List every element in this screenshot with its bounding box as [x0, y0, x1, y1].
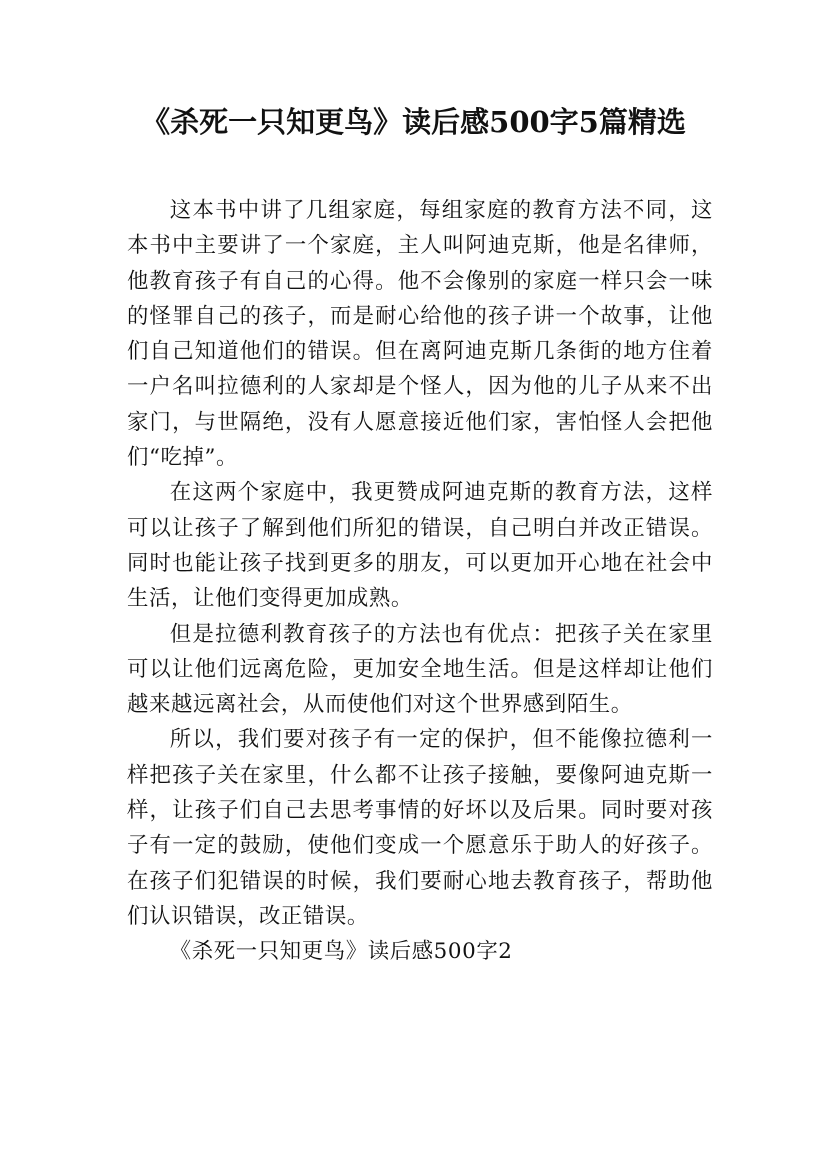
- paragraph-1: 这本书中讲了几组家庭，每组家庭的教育方法不同，这本书中主要讲了一个家庭，主人叫阿迪克斯，他是名律师，他教育孩子有自己的心得。他不会像别的家庭一样只会一味的怪罪自己的孩子，而是耐心给他的孩子讲一个故事，让他们自己知道他们的错误。但在离阿迪克斯几条街的地方住着一户名叫拉德利的人家却是个怪人，因为他的儿子从来不出家门，与世隔绝，没有人愿意接近他们家，害怕怪人会把他们“吃掉”。: [127, 198, 713, 471]
- paragraph-2: 在这两个家庭中，我更赞成阿迪克斯的教育方法，这样可以让孩子了解到他们所犯的错误，自己明白并改正错误。同时也能让孩子找到更多的朋友，可以更加开心地在社会中生活，让他们变得更加成熟。: [127, 480, 713, 612]
- document-title: 《杀死一只知更鸟》读后感500字5篇精选: [141, 105, 686, 139]
- paragraph-4: 所以，我们要对孩子有一定的保护，但不能像拉德利一样把孩子关在家里，什么都不让孩子接触，要像阿迪克斯一样，让孩子们自己去思考事情的好坏以及后果。同时要对孩子有一定的鼓励，使他们变成一个愿意乐于助人的好孩子。在孩子们犯错误的时候，我们要耐心地去教育孩子，帮助他们认识错误，改正错误。: [127, 727, 713, 929]
- document-body: [127, 193, 713, 970]
- section-heading: 《杀死一只知更鸟》读后感500字2: [169, 939, 513, 965]
- paragraph-3: 但是拉德利教育孩子的方法也有优点：把孩子关在家里可以让他们远离危险，更加安全地生活。但是这样却让他们越来越远离社会，从而使他们对这个世界感到陌生。: [127, 621, 713, 718]
